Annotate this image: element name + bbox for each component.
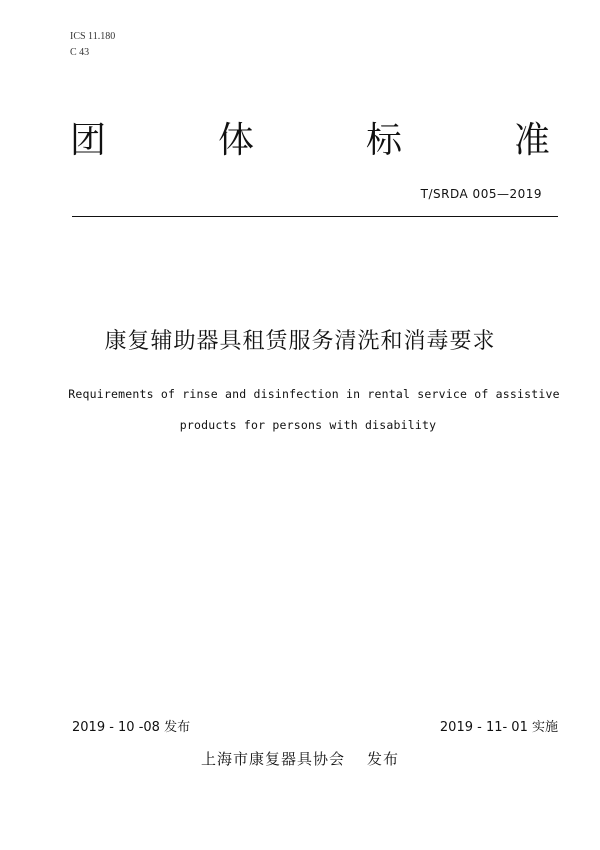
document-type-heading [70,118,550,164]
doc-type-char-3: 标 [365,120,402,161]
publisher-line [0,748,600,769]
title-english-line-1: Requirements of rinse and disinfection in rental service of assistive [68,387,560,401]
title-chinese: 康复辅助器具租赁服务清洗和消毒要求 [104,329,496,354]
publisher-name: 上海市康复器具协会 [200,750,345,768]
doc-type-char-4: 准 [513,120,550,161]
issue-date: 2019 - 10 -08 发布 [72,720,191,735]
header-divider [72,216,558,217]
ics-code: ICS 11.180 [70,31,116,42]
doc-type-char-1: 团 [70,120,107,161]
doc-type-char-2: 体 [217,120,254,161]
implementation-date: 2019 - 11- 01 实施 [439,720,558,735]
title-english-line-2: products for persons with disability [179,418,437,432]
publisher-action: 发布 [367,750,400,768]
standard-number: T/SRDA 005—2019 [420,187,542,201]
ccs-code: C 43 [70,47,90,58]
